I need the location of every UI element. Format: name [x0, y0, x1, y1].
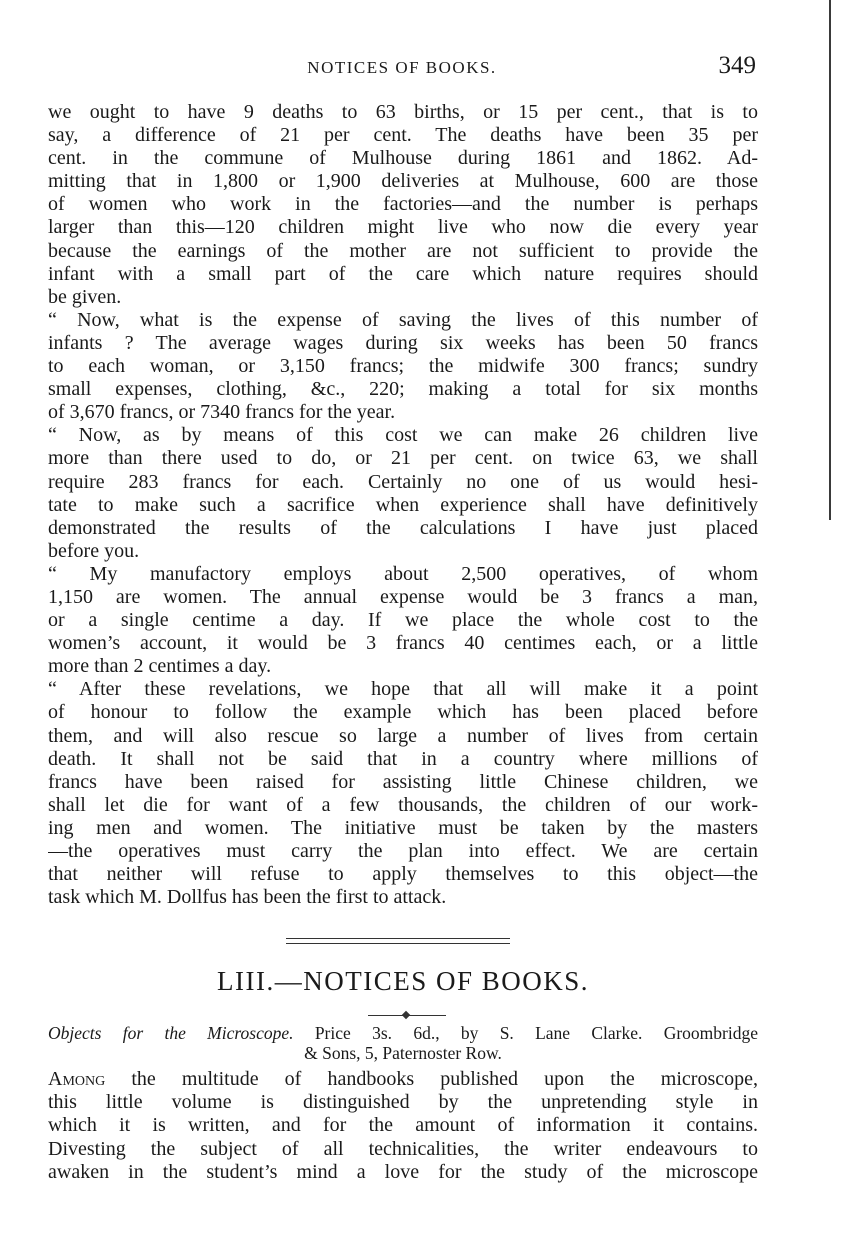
ornament-diamond: [402, 1011, 410, 1019]
body-line: small expenses, clothing, &c., 220; making a total for six months: [48, 378, 758, 401]
body-line: “ Now, what is the expense of saving the lives of this number of: [48, 308, 758, 331]
body-line: “ My manufactory employs about 2,500 operatives, of whom: [48, 562, 758, 585]
body-line: to each woman, or 3,150 francs; the midwife 300 francs; sundry: [48, 355, 758, 378]
page-number: 349: [718, 52, 756, 79]
body-line: of women who work in the factories—and the number is perhaps: [48, 193, 758, 216]
body-line: ing men and women. The initiative must be taken by the masters: [48, 816, 758, 839]
review-line: [48, 1068, 758, 1091]
section-divider-rule: [286, 938, 510, 939]
body-line: death. It shall not be said that in a country where millions of: [48, 747, 758, 770]
body-line: 1,150 are women. The annual expense would be 3 francs a man,: [48, 585, 758, 608]
body-line: be given.: [48, 285, 122, 308]
body-line: them, and will also rescue so large a number of lives from certain: [48, 724, 758, 747]
book-entry: [48, 1024, 758, 1063]
running-title: NOTICES OF BOOKS.: [307, 58, 497, 77]
review-line: Divesting the subject of all technicalities, the writer endeavours to: [48, 1137, 758, 1160]
body-line: of honour to follow the example which has been placed before: [48, 701, 758, 724]
review-text: [48, 1068, 758, 1184]
body-line: “ Now, as by means of this cost we can make 26 children live: [48, 424, 758, 447]
body-line: infant with a small part of the care which nature requires should: [48, 262, 758, 285]
body-line: “ After these revelations, we hope that all will make it a point: [48, 678, 758, 701]
review-first-line-rest: the multitude of handbooks published upon the microscope,: [105, 1068, 758, 1090]
body-line: cent. in the commune of Mulhouse during 1861 and 1862. Ad-: [48, 147, 758, 170]
body-line: that neither will refuse to apply themselves to this object—the: [48, 863, 758, 886]
section-heading: LIII.—NOTICES OF BOOKS.: [217, 966, 589, 996]
body-line: task which M. Dollfus has been the first to attack.: [48, 886, 447, 909]
body-line: women’s account, it would be 3 francs 40 centimes each, or a little: [48, 632, 758, 655]
body-line: before you.: [48, 539, 140, 562]
book-publisher-line: & Sons, 5, Paternoster Row.: [304, 1042, 502, 1063]
scan-edge-line: [829, 0, 831, 520]
body-line: shall let die for want of a few thousands, the children of our work-: [48, 793, 758, 816]
body-line: larger than this—120 children might live who now die every year: [48, 216, 758, 239]
body-line: demonstrated the results of the calculations I have just placed: [48, 516, 758, 539]
body-line: —the operatives must carry the plan into effect. We are certain: [48, 840, 758, 862]
body-line: or a single centime a day. If we place the whole cost to the: [48, 609, 758, 632]
body-line: say, a difference of 21 per cent. The deaths have been 35 per: [48, 124, 758, 147]
body-line: tate to make such a sacrifice when experience shall have definitively: [48, 493, 758, 516]
book-details: Price 3s. 6d., by S. Lane Clarke. Groombridge: [314, 1023, 758, 1043]
review-line: this little volume is distinguished by the unpretending style in: [48, 1091, 758, 1114]
page-header: [48, 52, 756, 82]
review-line: awaken in the student’s mind a love for the study of the microscope: [48, 1160, 758, 1183]
body-line: require 283 francs for each. Certainly no one of us would hesi-: [48, 470, 758, 493]
review-opening-word: Among: [48, 1068, 106, 1090]
body-line: francs have been raised for assisting little Chinese children, we: [48, 770, 758, 793]
review-line: which it is written, and for the amount of information it contains.: [48, 1114, 758, 1137]
body-line: mitting that in 1,800 or 1,900 deliveries at Mulhouse, 600 are those: [48, 170, 758, 193]
body-line: because the earnings of the mother are not sufficient to provide the: [48, 239, 758, 262]
book-title: Objects for the Microscope.: [48, 1023, 294, 1043]
body-line: of 3,670 francs, or 7340 francs for the year.: [48, 401, 396, 424]
body-line: more than there used to do, or 21 per cent. on twice 63, we shall: [48, 447, 758, 470]
body-line: we ought to have 9 deaths to 63 births, or 15 per cent., that is to: [48, 101, 758, 123]
body-line: infants ? The average wages during six weeks has been 50 francs: [48, 331, 758, 354]
body-text: [48, 101, 758, 909]
body-line: more than 2 centimes a day.: [48, 655, 272, 678]
diamond-ornament-icon: [368, 1011, 446, 1021]
book-entry-line: [48, 1024, 758, 1044]
section-divider-rule: [286, 943, 510, 944]
